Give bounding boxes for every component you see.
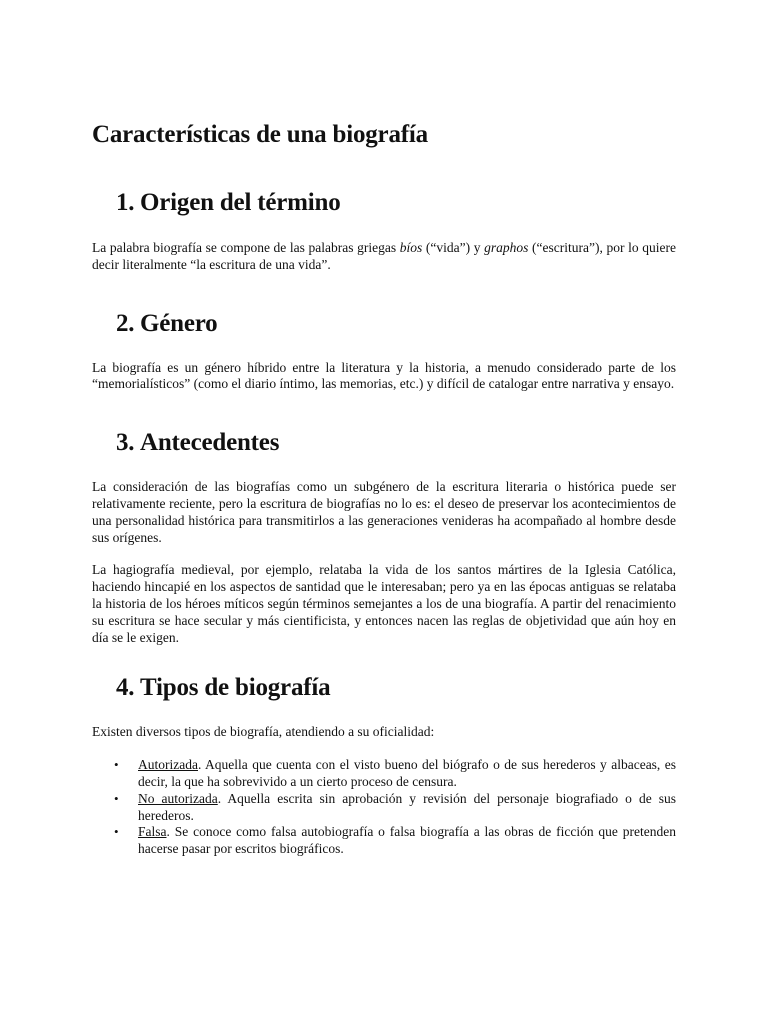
section-heading-text: Género <box>140 309 218 337</box>
bullet-icon: • <box>114 757 119 773</box>
section-heading-tipos <box>92 671 676 705</box>
list-item-no-autorizada <box>92 791 676 825</box>
section-heading-text: Origen del término <box>140 189 341 216</box>
biography-types-list <box>92 757 676 858</box>
paragraph-antecedentes-2: La hagiografía medieval, por ejemplo, relataba la vida de los santos mártires de la Iglesia Católica, haciendo hincapié en los aspectos de santidad que le interesaban; pero ya en las épocas antiguas se relataba la historia de los héroes míticos según términos semejantes a los de una biografía. A partir del renacimiento su escritura se hace secular y más cientificista, y entonces nacen las reglas de objetividad que aún hoy en día se le exigen. <box>92 562 676 645</box>
paragraph-genero: La biografía es un género híbrido entre la literatura y la historia, a menudo considerado parte de los “memorialísticos” (como el diario íntimo, las memorias, etc.) y difícil de catalogar entre narrativa y ensayo. <box>92 359 676 392</box>
list-item-term: Falsa <box>138 824 167 840</box>
paragraph-text: (“vida”) y <box>422 240 485 255</box>
italic-term-graphos: graphos <box>484 240 529 255</box>
section-number: 2. <box>116 309 135 337</box>
section-number: 1. <box>116 189 135 216</box>
section-heading-text: Tipos de biografía <box>140 674 331 702</box>
paragraph-antecedentes-1: La consideración de las biografías como un subgénero de la escritura literaria o histórica puede ser relativamente reciente, pero la escritura de biografías no lo es: el deseo de preservar los acontecimientos de una personalidad histórica para transmitirlos a las generaciones venideras ha acompañado al hombre desde sus orígenes. <box>92 479 676 545</box>
paragraph-origen <box>92 240 676 274</box>
list-item-falsa <box>92 824 676 858</box>
list-item-term: No autorizada <box>138 790 218 806</box>
section-heading-text: Antecedentes <box>140 429 280 457</box>
section-heading-origen <box>92 186 676 220</box>
list-item-text: . Se conoce como falsa autobiografía o falsa biografía a las obras de ficción que pretenden hacerse pasar por escritos biográficos. <box>138 824 676 857</box>
paragraph-text: La palabra biografía se compone de las palabras griegas <box>92 240 400 255</box>
document-title: Características de una biografía <box>92 121 428 148</box>
list-item-autorizada <box>92 757 676 791</box>
document-page <box>92 118 676 858</box>
section-number: 3. <box>116 429 135 457</box>
section-number: 4. <box>116 674 135 702</box>
paragraph-text: (“escritura”), por lo quiere decir literalmente “la escritura de una vida”. <box>92 240 676 272</box>
section-heading-genero <box>92 307 676 341</box>
bullet-icon: • <box>114 790 119 806</box>
section-heading-antecedentes <box>92 426 676 460</box>
list-item-text: . Aquella que cuenta con el visto bueno del biógrafo o de sus herederos y albaceas, es decir, la que ha sobrevivido a un cierto proceso de censura. <box>138 757 676 789</box>
italic-term-bios: bíos <box>399 240 423 255</box>
list-item-term: Autorizada <box>138 757 198 773</box>
list-item-text: . Aquella escrita sin aprobación y revisión del personaje biografiado o de sus herederos. <box>138 790 676 823</box>
bullet-icon: • <box>114 824 119 840</box>
paragraph-tipos-intro: Existen diversos tipos de biografía, atendiendo a su oficialidad: <box>92 724 435 740</box>
